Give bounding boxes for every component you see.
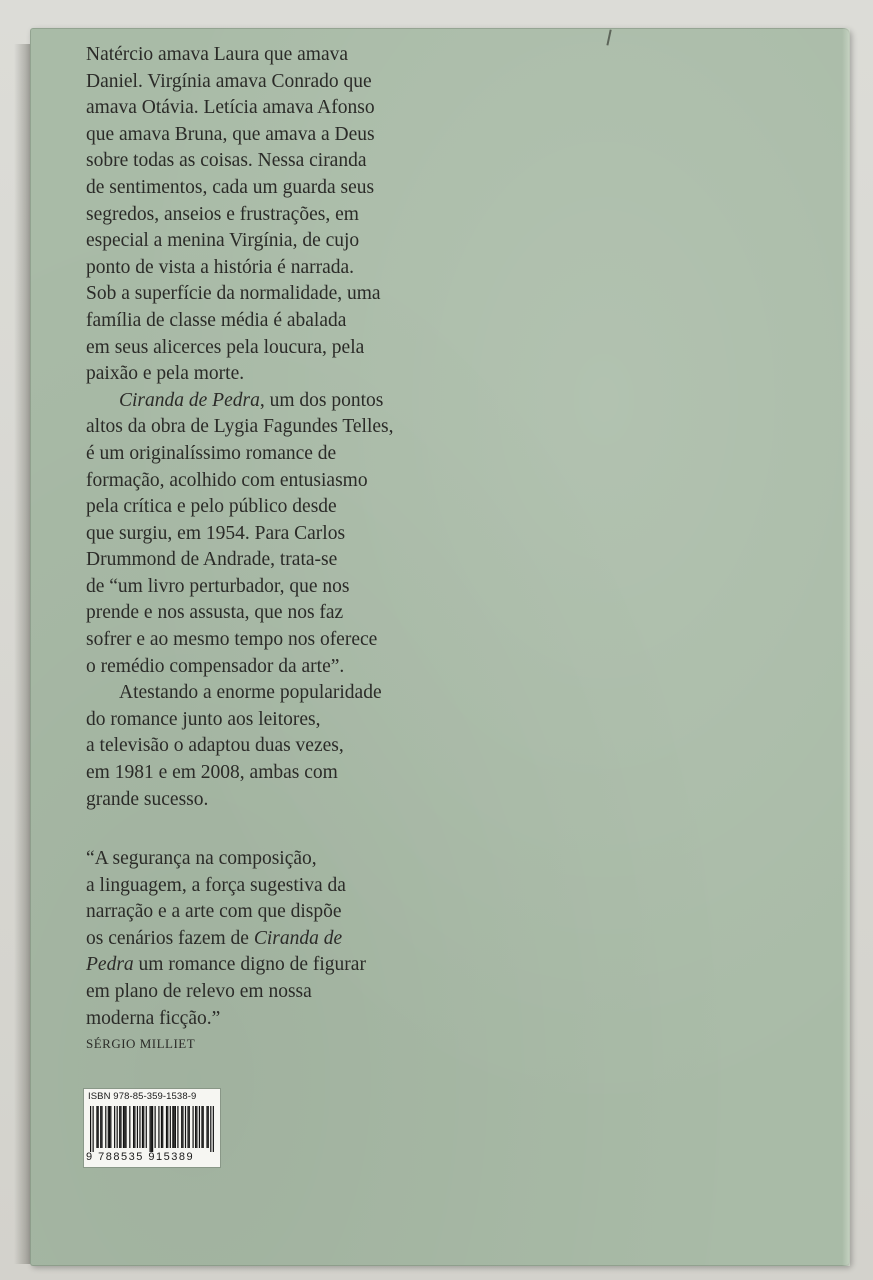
barcode-bar bbox=[137, 1106, 138, 1148]
barcode-bar bbox=[125, 1106, 126, 1148]
synopsis-line: a televisão o adaptou duas vezes, bbox=[86, 735, 344, 757]
barcode-bar bbox=[210, 1106, 211, 1152]
barcode-bar bbox=[167, 1106, 168, 1148]
barcode-bar bbox=[199, 1106, 200, 1148]
barcode-bar bbox=[161, 1106, 162, 1148]
synopsis-line: grande sucesso. bbox=[86, 788, 209, 810]
synopsis-paragraph-2 bbox=[86, 388, 476, 681]
barcode-bar bbox=[155, 1106, 156, 1148]
barcode-bar bbox=[100, 1106, 101, 1148]
barcode-bar bbox=[151, 1106, 152, 1152]
barcode-bar bbox=[119, 1106, 120, 1148]
barcode-bar bbox=[213, 1106, 214, 1152]
synopsis-line: prende e nos assusta, que nos faz bbox=[86, 602, 344, 624]
synopsis-line: especial a menina Virgínia, de cujo bbox=[86, 230, 360, 252]
synopsis-line: sobre todas as coisas. Nessa ciranda bbox=[86, 150, 367, 172]
synopsis-line: formação, acolhido com entusiasmo bbox=[86, 469, 368, 491]
barcode-bar bbox=[139, 1106, 140, 1148]
synopsis-line: Atestando a enorme popularidade bbox=[119, 682, 382, 704]
synopsis-line: amava Otávia. Letícia amava Afonso bbox=[86, 97, 375, 119]
barcode-bar bbox=[152, 1106, 153, 1152]
synopsis-line: de sentimentos, cada um guarda seus bbox=[86, 176, 375, 198]
barcode-bar bbox=[105, 1106, 106, 1148]
quote-line: narração e a arte com que dispõe bbox=[86, 901, 342, 923]
synopsis-line-text: , um dos pontos bbox=[259, 389, 384, 411]
barcode-bar bbox=[134, 1106, 135, 1148]
barcode-bar bbox=[124, 1106, 125, 1148]
quote-title-italic: Pedra bbox=[86, 954, 134, 976]
synopsis-line: altos da obra de Lygia Fagundes Telles, bbox=[86, 416, 394, 438]
barcode-bar bbox=[181, 1106, 182, 1148]
barcode-bar bbox=[170, 1106, 171, 1148]
barcode-digits: 9 788535 915389 bbox=[86, 1151, 195, 1163]
synopsis-text bbox=[86, 42, 476, 813]
book-title-italic: Ciranda de Pedra bbox=[119, 389, 260, 411]
cover-edge bbox=[842, 28, 850, 1266]
synopsis-paragraph-2-first-line bbox=[86, 388, 476, 415]
barcode-bar bbox=[175, 1106, 176, 1148]
barcode-bar bbox=[185, 1106, 186, 1148]
barcode-bar bbox=[93, 1106, 94, 1152]
barcode-bar bbox=[201, 1106, 202, 1148]
barcode-bar bbox=[129, 1106, 130, 1148]
barcode-bar bbox=[206, 1106, 207, 1148]
synopsis-line: pela crítica e pelo público desde bbox=[86, 496, 337, 518]
barcode-bar bbox=[90, 1106, 91, 1152]
synopsis-line: Natércio amava Laura que amava bbox=[86, 44, 349, 65]
barcode-bar bbox=[192, 1106, 193, 1148]
synopsis-line: do romance junto aos leitores, bbox=[86, 708, 321, 730]
synopsis-line: que surgiu, em 1954. Para Carlos bbox=[86, 522, 346, 544]
synopsis-line: Daniel. Virgínia amava Conrado que bbox=[86, 70, 372, 92]
barcode-bar bbox=[142, 1106, 143, 1148]
synopsis-line: Sob a superfície da normalidade, uma bbox=[86, 283, 381, 305]
barcode-bar bbox=[120, 1106, 121, 1148]
barcode-bar bbox=[182, 1106, 183, 1148]
synopsis-line: paixão e pela morte. bbox=[86, 363, 245, 385]
synopsis-line: ponto de vista a história é narrada. bbox=[86, 256, 355, 278]
synopsis-line: família de classe média é abalada bbox=[86, 309, 347, 331]
barcode-bar bbox=[189, 1106, 190, 1148]
cover-tear-mark bbox=[606, 29, 616, 46]
barcode-bar bbox=[133, 1106, 134, 1148]
barcode-bar bbox=[108, 1106, 109, 1148]
synopsis-line: em 1981 e em 2008, ambas com bbox=[86, 762, 338, 784]
barcode-bar bbox=[177, 1106, 178, 1148]
quote-author: SÉRGIO MILLIET bbox=[86, 1036, 196, 1052]
synopsis-line: sofrer e ao mesmo tempo nos oferece bbox=[86, 629, 378, 651]
synopsis-line: em seus alicerces pela loucura, pela bbox=[86, 336, 365, 358]
barcode-bar bbox=[149, 1106, 150, 1152]
quote-title-italic: Ciranda de bbox=[253, 927, 343, 949]
barcode-bars bbox=[90, 1106, 214, 1152]
isbn-barcode-label bbox=[84, 1089, 220, 1167]
barcode-bar bbox=[143, 1106, 144, 1148]
synopsis-paragraph-3 bbox=[86, 680, 476, 813]
synopsis-line: que amava Bruna, que amava a Deus bbox=[86, 123, 375, 145]
synopsis-line: Drummond de Andrade, trata-se bbox=[86, 549, 338, 571]
quote-line bbox=[86, 952, 466, 979]
barcode-bar bbox=[101, 1106, 102, 1148]
barcode-bar bbox=[109, 1106, 110, 1148]
barcode-bar bbox=[98, 1106, 99, 1148]
quote-line bbox=[86, 926, 466, 953]
barcode-bar bbox=[114, 1106, 115, 1148]
synopsis-line: de “um livro perturbador, que nos bbox=[86, 575, 350, 597]
barcode-bar bbox=[172, 1106, 173, 1148]
barcode-bar bbox=[166, 1106, 167, 1148]
barcode-bar bbox=[110, 1106, 111, 1148]
barcode-bar bbox=[208, 1106, 209, 1148]
isbn-number: ISBN 978-85-359-1538-9 bbox=[88, 1091, 197, 1102]
synopsis-paragraph-1 bbox=[86, 42, 476, 388]
barcode-bar bbox=[96, 1106, 97, 1148]
barcode-bar bbox=[158, 1106, 159, 1148]
quote-line: “A segurança na composição, bbox=[86, 848, 317, 869]
synopsis-line: é um originalíssimo romance de bbox=[86, 442, 337, 464]
quote-line: a linguagem, a força sugestiva da bbox=[86, 874, 346, 896]
barcode-bar bbox=[174, 1106, 175, 1148]
barcode-bar bbox=[187, 1106, 188, 1148]
quote-text: um romance digno de figurar bbox=[133, 954, 366, 976]
review-quote bbox=[86, 846, 466, 1054]
barcode-bar bbox=[195, 1106, 196, 1148]
barcode-bar bbox=[146, 1106, 147, 1148]
quote-line: em plano de relevo em nossa bbox=[86, 980, 312, 1002]
quote-text: os cenários fazem de bbox=[86, 927, 254, 949]
quote-line: moderna ficção.” bbox=[86, 1007, 221, 1029]
synopsis-line: o remédio compensador da arte”. bbox=[86, 655, 345, 677]
barcode-bar bbox=[203, 1106, 204, 1148]
barcode-bar bbox=[123, 1106, 124, 1148]
barcode-bar bbox=[162, 1106, 163, 1148]
barcode-bar bbox=[117, 1106, 118, 1148]
barcode-bar bbox=[196, 1106, 197, 1148]
synopsis-line: segredos, anseios e frustrações, em bbox=[86, 203, 359, 225]
